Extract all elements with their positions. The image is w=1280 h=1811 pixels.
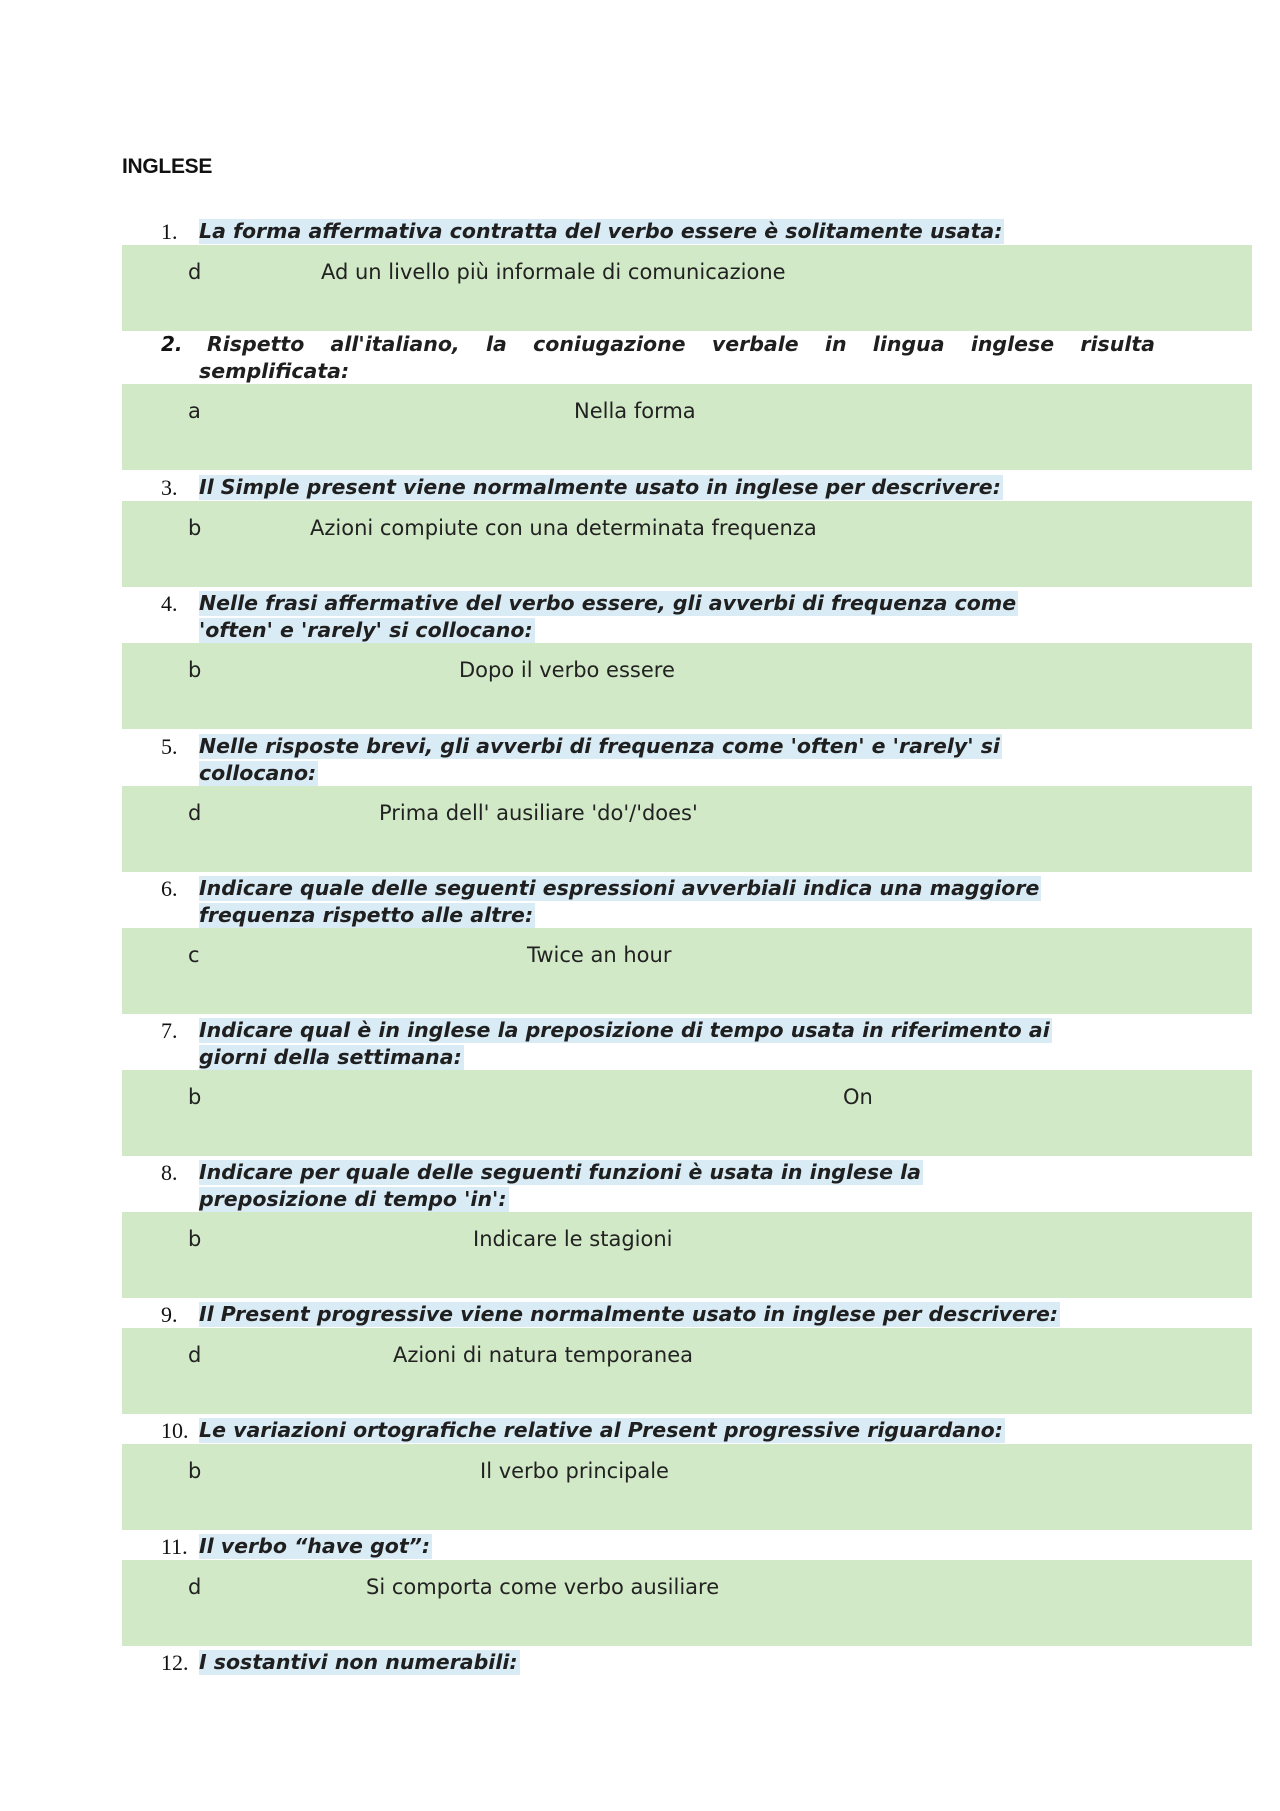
answer-box <box>122 384 1252 470</box>
question-item <box>0 733 1280 787</box>
answer-text: Si comporta come verbo ausiliare <box>366 1575 720 1599</box>
question-item <box>0 590 1280 644</box>
answer-letter: a <box>188 399 201 423</box>
answer-letter: d <box>188 260 202 284</box>
answer-box <box>122 1560 1252 1646</box>
answer-box <box>122 1212 1252 1298</box>
answer-text: On <box>843 1085 873 1109</box>
question-text: semplificata: <box>199 359 350 383</box>
answer-letter: b <box>188 516 202 540</box>
answer-text: Twice an hour <box>527 943 672 967</box>
question-text: La forma affermativa contratta del verbo essere è solitamente usata: <box>199 219 1003 243</box>
answer-box <box>122 928 1252 1014</box>
question-text: Il Present progressive viene normalmente usato in inglese per descrivere: <box>199 1302 1059 1326</box>
answer-letter: d <box>188 1343 202 1367</box>
question-text: preposizione di tempo 'in': <box>199 1187 507 1211</box>
answer-text: Indicare le stagioni <box>473 1227 673 1251</box>
question-text: Rispetto all'italiano, la coniugazione verbale in lingua inglese risulta <box>207 332 1155 356</box>
question-item <box>0 1159 1280 1213</box>
answer-box <box>122 245 1252 331</box>
question-number: 8. <box>161 1160 178 1185</box>
question-item <box>0 1301 1280 1328</box>
answer-box <box>122 786 1252 872</box>
question-text: Il Simple present viene normalmente usato in inglese per descrivere: <box>199 475 1001 499</box>
question-number: 1. <box>161 219 178 244</box>
answer-box <box>122 1444 1252 1530</box>
question-text: Indicare per quale delle seguenti funzioni è usata in inglese la <box>199 1160 921 1184</box>
question-item <box>0 474 1280 501</box>
question-text: Nelle frasi affermative del verbo essere, gli avverbi di frequenza come <box>199 591 1017 615</box>
question-text: I sostantivi non numerabili: <box>199 1650 518 1674</box>
answer-text: Dopo il verbo essere <box>459 658 675 682</box>
answer-box <box>122 501 1252 587</box>
question-text: Nelle risposte brevi, gli avverbi di frequenza come 'often' e 'rarely' si <box>199 734 1000 758</box>
question-number: 11. <box>161 1534 188 1559</box>
question-text: collocano: <box>199 761 317 785</box>
question-number: 10. <box>161 1418 189 1443</box>
question-item <box>0 1533 1280 1560</box>
question-text: Il verbo “have got”: <box>199 1534 431 1558</box>
question-number: 9. <box>161 1302 178 1327</box>
answer-box <box>122 1070 1252 1156</box>
question-item <box>0 218 1280 245</box>
question-number: 7. <box>161 1018 178 1043</box>
answer-letter: b <box>188 658 202 682</box>
answer-text: Azioni compiute con una determinata frequenza <box>310 516 817 540</box>
question-number: 6. <box>161 876 178 901</box>
question-text: giorni della settimana: <box>199 1045 462 1069</box>
question-text: frequenza rispetto alle altre: <box>199 903 534 927</box>
question-number: 12. <box>161 1650 189 1675</box>
answer-box <box>122 1328 1252 1414</box>
answer-letter: b <box>188 1085 202 1109</box>
answer-text: Nella forma <box>574 399 696 423</box>
answer-text: Azioni di natura temporanea <box>393 1343 694 1367</box>
answer-text: Il verbo principale <box>480 1459 669 1483</box>
answer-letter: d <box>188 1575 202 1599</box>
answer-box <box>122 643 1252 729</box>
question-item <box>0 1017 1280 1071</box>
answer-text: Ad un livello più informale di comunicazione <box>321 260 786 284</box>
question-number: 4. <box>161 591 178 616</box>
question-number: 5. <box>161 734 178 759</box>
question-item <box>0 1649 1280 1676</box>
question-item <box>0 331 1280 385</box>
question-item <box>0 1417 1280 1444</box>
answer-text: Prima dell' ausiliare 'do'/'does' <box>379 801 698 825</box>
question-item <box>0 875 1280 929</box>
answer-letter: d <box>188 801 202 825</box>
question-text: 'often' e 'rarely' si collocano: <box>199 618 533 642</box>
answer-letter: c <box>188 943 200 967</box>
question-number: 3. <box>161 475 178 500</box>
page-title: INGLESE <box>122 155 213 178</box>
question-text: Indicare qual è in inglese la preposizione di tempo usata in riferimento ai <box>199 1018 1050 1042</box>
question-text: Le variazioni ortografiche relative al Present progressive riguardano: <box>199 1418 1003 1442</box>
answer-letter: b <box>188 1227 202 1251</box>
question-text: Indicare quale delle seguenti espressioni avverbiali indica una maggiore <box>199 876 1040 900</box>
question-number: 2. <box>161 332 183 356</box>
answer-letter: b <box>188 1459 202 1483</box>
